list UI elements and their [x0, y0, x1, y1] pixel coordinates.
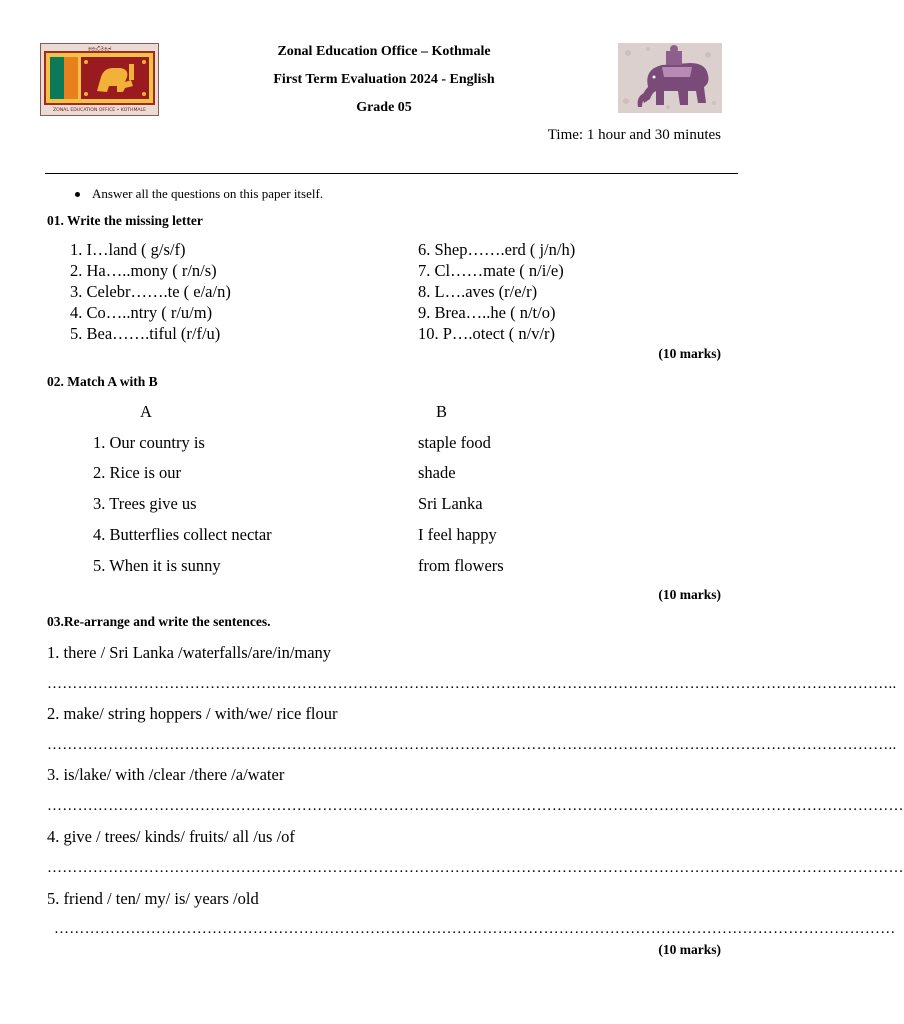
exam-duration: Time: 1 hour and 30 minutes — [547, 127, 721, 143]
q1-item-3: 3. Celebr…….te ( e/a/n) — [70, 282, 231, 301]
bullet-icon — [75, 192, 80, 197]
q2-a-item-1: 1. Our country is — [93, 433, 205, 452]
q1-marks: (10 marks) — [658, 346, 721, 361]
q2-b-item-2: shade — [418, 463, 456, 482]
q3-answer-line-5: ………………………………………………………………………………………………………………………………………………… — [54, 921, 896, 937]
q1-item-2: 2. Ha…..mony ( r/n/s) — [70, 261, 217, 280]
instruction-text: Answer all the questions on this paper itself. — [92, 186, 324, 201]
q3-answer-line-3: …………………………………………………………………………………………………………………………………………………… — [47, 798, 904, 814]
q2-column-b-label: B — [436, 402, 448, 421]
q2-a-item-4: 4. Butterflies collect nectar — [93, 525, 272, 544]
elephant-picture — [618, 43, 722, 113]
emblem-text-top: කොට්මලේ — [87, 46, 112, 53]
q1-item-10: 10. P….otect ( n/v/r) — [418, 324, 556, 343]
q2-marks: (10 marks) — [658, 587, 721, 602]
q2-a-item-5: 5. When it is sunny — [93, 556, 221, 575]
q3-sentence-5: 5. friend / ten/ my/ is/ years /old — [47, 889, 259, 908]
q1-item-8: 8. L….aves (r/e/r) — [418, 282, 538, 301]
q1-heading: 01. Write the missing letter — [47, 213, 203, 228]
q2-b-item-3: Sri Lanka — [418, 494, 483, 513]
q3-sentence-4: 4. give / trees/ kinds/ fruits/ all /us /of — [47, 827, 295, 846]
q3-marks: (10 marks) — [658, 942, 721, 957]
emblem-text-bottom: ZONAL EDUCATION OFFICE • KOTHMALE — [52, 108, 147, 113]
header-exam-title: First Term Evaluation 2024 - English — [273, 72, 495, 87]
q3-sentence-1: 1. there / Sri Lanka /waterfalls/are/in/many — [47, 643, 332, 662]
q2-b-item-1: staple food — [418, 433, 491, 452]
q3-answer-line-2: ………………………………………………………………………………………………………………………………………………….. — [47, 737, 897, 753]
q2-b-item-4: I feel happy — [418, 525, 497, 544]
elephant-graphic — [618, 43, 722, 113]
q2-b-item-5: from flowers — [418, 556, 504, 575]
q2-a-item-3: 3. Trees give us — [93, 494, 197, 513]
instruction — [75, 186, 323, 202]
q1-item-7: 7. Cl……mate ( n/i/e) — [418, 261, 564, 280]
q2-a-item-2: 2. Rice is our — [93, 463, 181, 482]
q2-column-a-label: A — [140, 402, 152, 421]
q1-item-4: 4. Co…..ntry ( r/u/m) — [70, 303, 213, 322]
q1-item-1: 1. I…land ( g/s/f) — [70, 240, 186, 259]
q1-item-6: 6. Shep…….erd ( j/n/h) — [418, 240, 576, 259]
q3-sentence-3: 3. is/lake/ with /clear /there /a/water — [47, 765, 285, 784]
q3-answer-line-1: ………………………………………………………………………………………………………………………………………………….. — [47, 676, 897, 692]
q3-sentence-2: 2. make/ string hoppers / with/we/ rice flour — [47, 704, 338, 723]
q1-item-5: 5. Bea…….tiful (r/f/u) — [70, 324, 221, 343]
header-divider — [45, 173, 738, 174]
header-grade: Grade 05 — [356, 100, 412, 115]
q1-item-9: 9. Brea…..he ( n/t/o) — [418, 303, 556, 322]
q3-heading: 03.Re-arrange and write the sentences. — [47, 614, 271, 629]
q2-heading: 02. Match A with B — [47, 374, 158, 389]
q3-answer-line-4: …………………………………………………………………………………………………………………………………………………… — [47, 860, 904, 876]
header-office: Zonal Education Office – Kothmale — [277, 44, 491, 59]
